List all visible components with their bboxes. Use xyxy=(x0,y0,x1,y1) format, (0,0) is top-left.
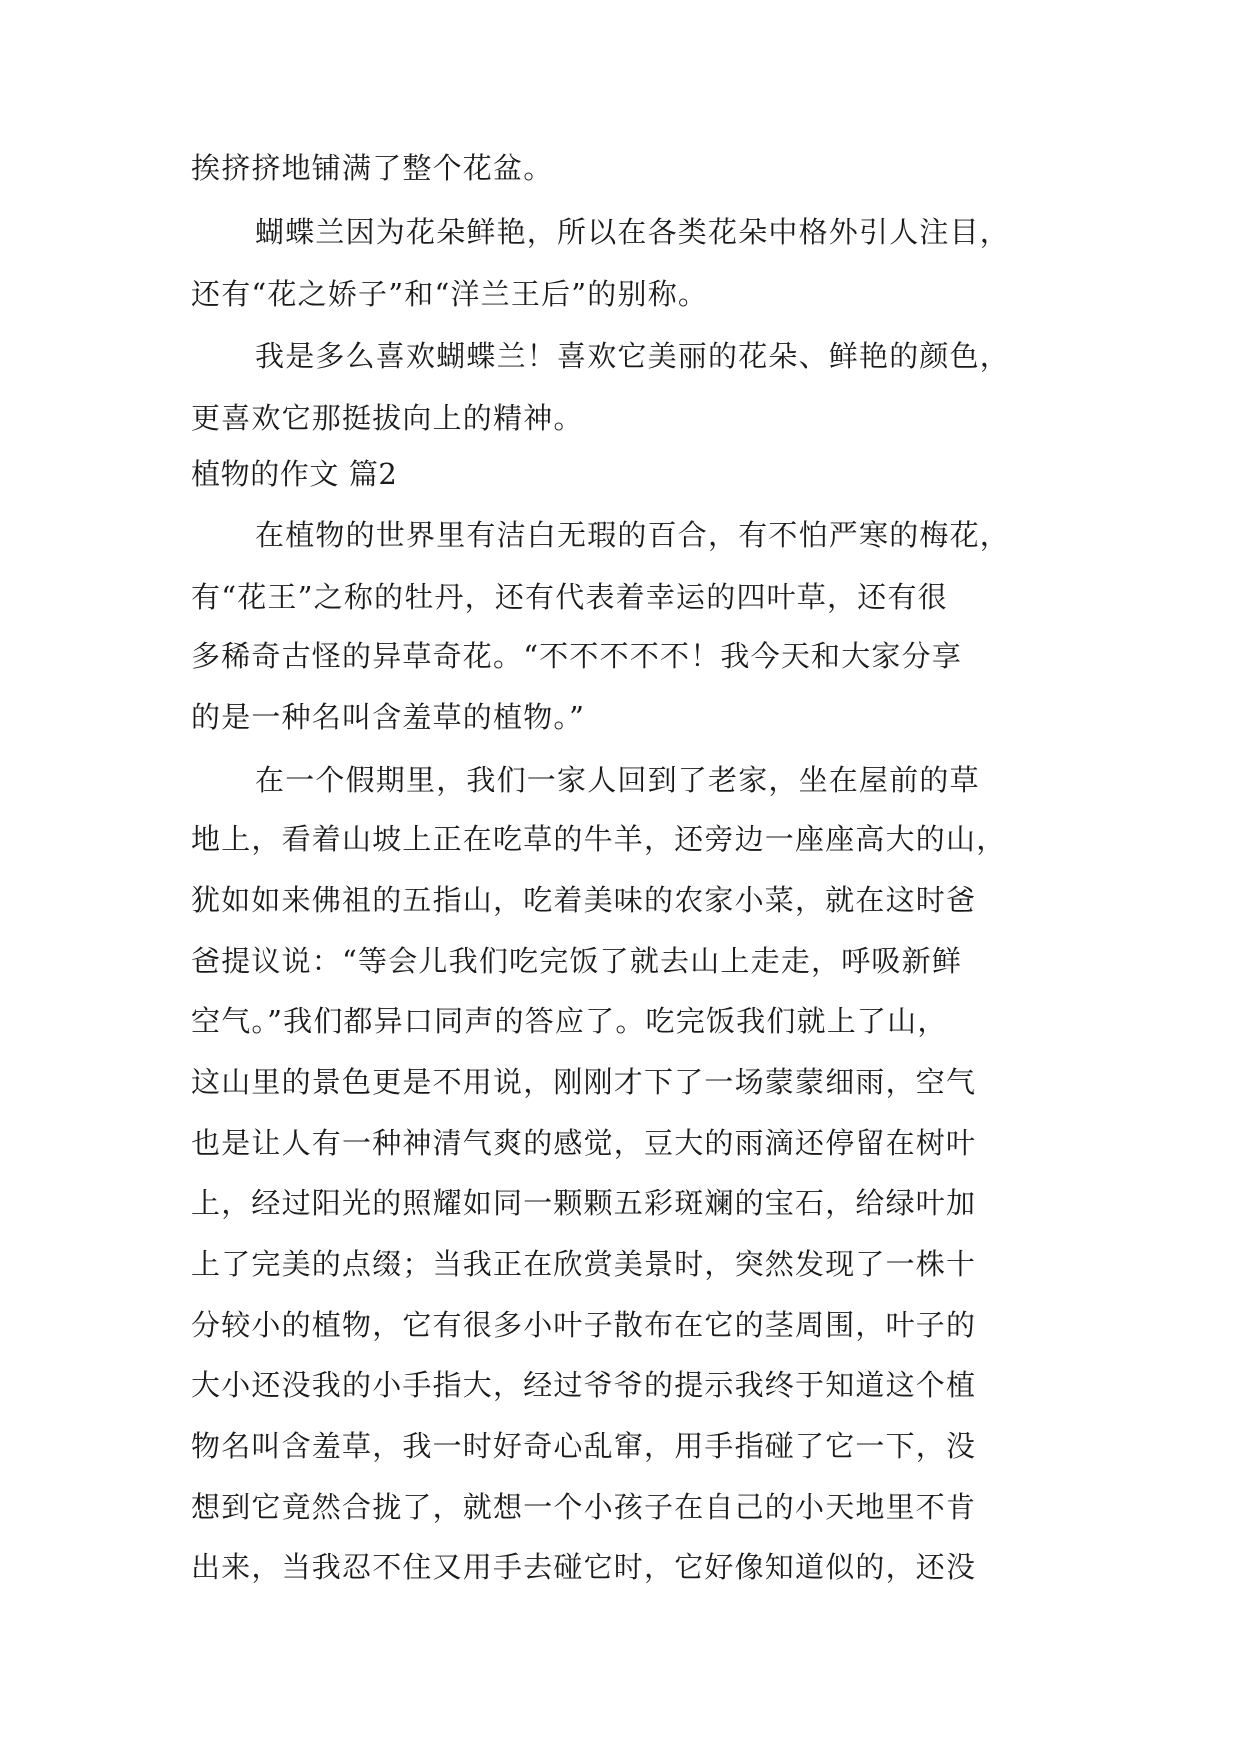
paragraph-line: 我是多么喜欢蝴蝶兰！喜欢它美丽的花朵、鲜艳的颜色， xyxy=(255,339,1011,373)
text-line: 有“花王”之称的牡丹，还有代表着幸运的四叶草，还有很 xyxy=(191,580,948,614)
paragraph-line: 在一个假期里，我们一家人回到了老家，坐在屋前的草 xyxy=(255,763,980,797)
text-line: 上，经过阳光的照耀如同一颗颗五彩斑斓的宝石，给绿叶加 xyxy=(191,1186,977,1220)
text-line: 地上，看着山坡上正在吃草的牛羊，还旁边一座座高大的山， xyxy=(191,822,1007,856)
paragraph-line: 蝴蝶兰因为花朵鲜艳，所以在各类花朵中格外引人注目， xyxy=(255,215,1011,249)
text-line: 挨挤挤地铺满了整个花盆。 xyxy=(191,151,554,185)
text-line: 分较小的植物，它有很多小叶子散布在它的茎周围，叶子的 xyxy=(191,1308,977,1342)
text-line: 更喜欢它那挺拔向上的精神。 xyxy=(191,401,584,435)
text-line: 上了完美的点缀；当我正在欣赏美景时，突然发现了一株十 xyxy=(191,1247,977,1281)
text-line: 爸提议说：“等会儿我们吃完饭了就去山上走走，呼吸新鲜 xyxy=(191,944,963,978)
text-line: 还有“花之娇子”和“洋兰王后”的别称。 xyxy=(191,277,709,311)
paragraph-line: 在植物的世界里有洁白无瑕的百合，有不怕严寒的梅花， xyxy=(255,518,1011,552)
text-line: 出来，当我忍不住又用手去碰它时，它好像知道似的，还没 xyxy=(191,1550,977,1584)
text-line: 的是一种名叫含羞草的植物。” xyxy=(191,700,586,734)
text-line: 空气。”我们都异口同声的答应了。吃完饭我们就上了山， xyxy=(191,1004,948,1038)
text-line: 这山里的景色更是不用说，刚刚才下了一场蒙蒙细雨，空气 xyxy=(191,1065,977,1099)
text-line: 也是让人有一种神清气爽的感觉，豆大的雨滴还停留在树叶 xyxy=(191,1126,977,1160)
text-line: 多稀奇古怪的异草奇花。“不不不不不！我今天和大家分享 xyxy=(191,639,963,673)
text-line: 犹如如来佛祖的五指山，吃着美味的农家小菜，就在这时爸 xyxy=(191,883,977,917)
text-line: 物名叫含羞草，我一时好奇心乱窜，用手指碰了它一下，没 xyxy=(191,1429,977,1463)
text-line: 大小还没我的小手指大，经过爷爷的提示我终于知道这个植 xyxy=(191,1368,977,1402)
section-heading: 植物的作文 篇2 xyxy=(191,457,398,491)
text-line: 想到它竟然合拢了，就想一个小孩子在自己的小天地里不肯 xyxy=(191,1490,977,1524)
